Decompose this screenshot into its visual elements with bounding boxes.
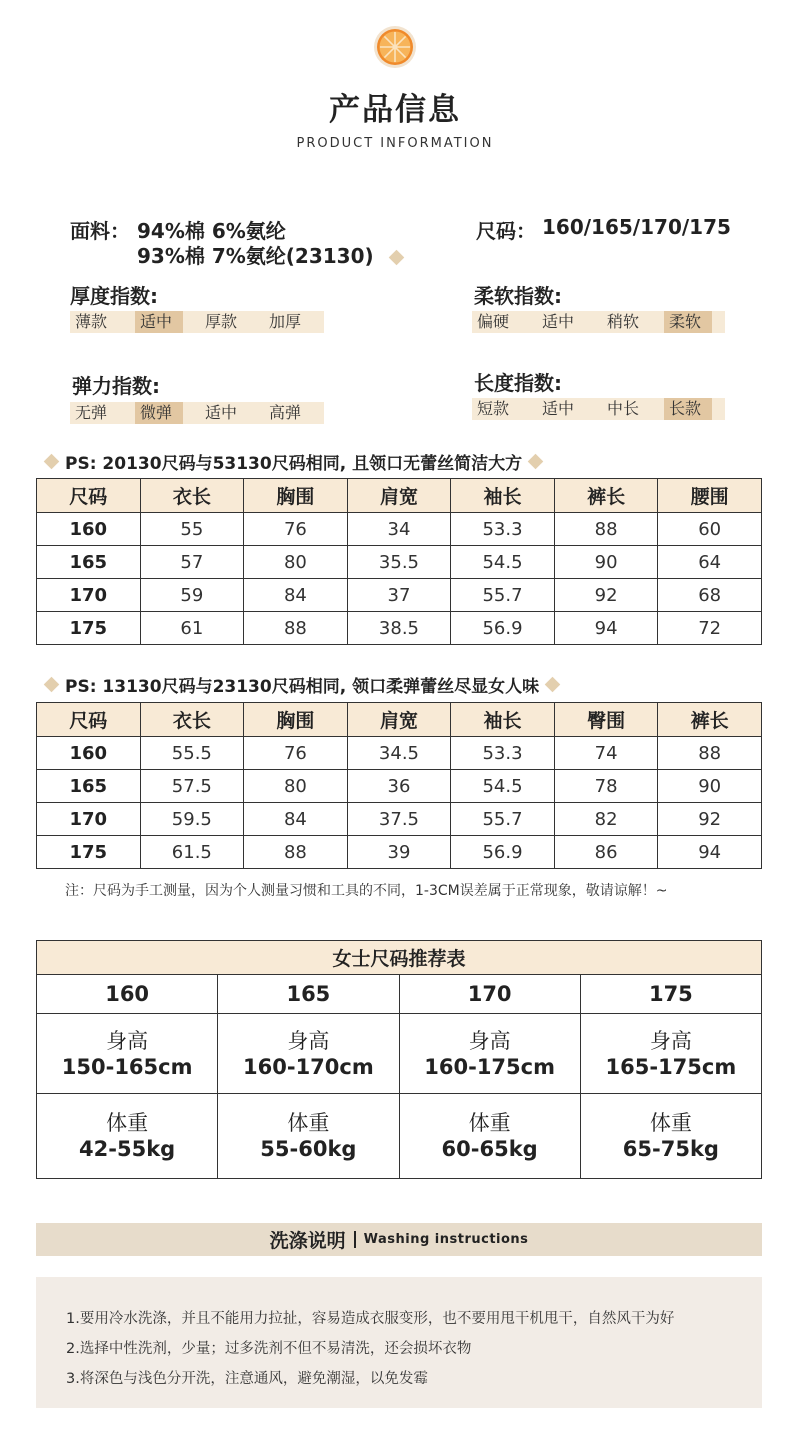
fabric-line1: 94%棉 6%氨纶 (137, 219, 286, 243)
table-cell: 165 (37, 546, 141, 579)
table-header-row (37, 703, 762, 737)
table-cell: 57 (140, 546, 244, 579)
height-value: 160-175cm (424, 1054, 555, 1079)
table-cell: 92 (658, 803, 762, 836)
washing-title: 洗涤说明 (269, 1230, 346, 1252)
table-cell: 88 (244, 836, 348, 869)
table-cell: 94 (658, 836, 762, 869)
washing-item: 2.选择中性洗剂，少量；过多洗剂不但不易清洗，还会损坏衣物 (66, 1341, 472, 1357)
table-row (37, 546, 762, 579)
orange-slice-logo-icon (373, 25, 417, 69)
height-label: 身高 (468, 1028, 511, 1053)
table-cell: 64 (658, 546, 762, 579)
height-label: 身高 (287, 1028, 330, 1053)
elasticity-label: 弹力指数: (72, 374, 160, 398)
table-cell: 53.3 (451, 513, 555, 546)
height-value: 150-165cm (61, 1054, 193, 1079)
washing-item: 1.要用冷水洗涤，并且不能用力拉扯，容易造成衣服变形，也不要用甩干机甩干，自然风干为好 (66, 1311, 675, 1327)
elasticity-option: 无弹 (75, 403, 108, 422)
table-cell: 92 (554, 579, 658, 612)
softness-option: 柔软 (664, 311, 712, 333)
table-cell: 175 (37, 836, 141, 869)
weight-value: 65-75kg (622, 1137, 719, 1161)
weight-cell (580, 1094, 761, 1179)
fabric-line2: 93%棉 7%氨纶(23130) (137, 240, 402, 269)
table-header-cell: 胸围 (244, 479, 348, 513)
table-header-cell: 衣长 (140, 703, 244, 737)
table-cell: 82 (554, 803, 658, 836)
table-cell: 56.9 (451, 836, 555, 869)
table-header-cell: 腰围 (658, 479, 762, 513)
length-option: 适中 (542, 399, 575, 418)
table-header-cell: 尺码 (37, 479, 141, 513)
diamond-icon (44, 454, 60, 470)
table-cell: 84 (244, 803, 348, 836)
table-cell: 56.9 (451, 612, 555, 645)
table-row (37, 579, 762, 612)
sizes-value: 160/165/170/175 (542, 215, 731, 239)
thickness-option: 适中 (135, 311, 183, 333)
table1-note: PS: 20130尺码与53130尺码相同, 且领口无蕾丝简洁大方 (46, 449, 541, 474)
softness-label: 柔软指数: (474, 284, 562, 308)
table-row (37, 770, 762, 803)
weight-label: 体重 (106, 1111, 149, 1135)
table-header-cell: 袖长 (451, 479, 555, 513)
diamond-icon (528, 454, 544, 470)
height-value: 160-170cm (243, 1054, 374, 1079)
table-cell: 86 (554, 836, 658, 869)
table-cell: 38.5 (347, 612, 451, 645)
recommend-size: 170 (399, 975, 580, 1014)
recommendation-title: 女士尺码推荐表 (37, 941, 762, 975)
diamond-icon (388, 250, 404, 266)
size-table-2 (36, 702, 762, 869)
table-cell: 55.7 (451, 579, 555, 612)
recommend-size: 175 (580, 975, 761, 1014)
weight-label: 体重 (649, 1111, 692, 1135)
height-value: 165-175cm (605, 1054, 737, 1079)
table-cell: 170 (37, 803, 141, 836)
table-cell: 76 (244, 513, 348, 546)
table-header-row (37, 479, 762, 513)
table-row (37, 836, 762, 869)
weight-value: 55-60kg (260, 1137, 357, 1161)
washing-instructions (36, 1277, 762, 1408)
table-cell: 37 (347, 579, 451, 612)
table-cell: 84 (244, 579, 348, 612)
weight-cell (399, 1094, 580, 1179)
table-cell: 80 (244, 770, 348, 803)
table-header-cell: 衣长 (140, 479, 244, 513)
table-cell: 88 (554, 513, 658, 546)
table-cell: 72 (658, 612, 762, 645)
table-cell: 68 (658, 579, 762, 612)
length-option: 短款 (477, 399, 510, 418)
thickness-scale (70, 311, 324, 333)
table-header-cell: 裤长 (658, 703, 762, 737)
table-cell: 78 (554, 770, 658, 803)
softness-option: 适中 (542, 312, 575, 331)
elasticity-option: 适中 (205, 403, 238, 422)
table-cell: 55 (140, 513, 244, 546)
measurement-note: 注：尺码为手工测量，因为个人测量习惯和工具的不同，1-3CM误差属于正常现象，敬请谅解！~ (65, 883, 668, 899)
table-cell: 90 (658, 770, 762, 803)
height-cell (218, 1014, 399, 1094)
thickness-option: 薄款 (75, 312, 108, 331)
weight-value: 42-55kg (79, 1137, 176, 1161)
table-cell: 61.5 (140, 836, 244, 869)
table-header-cell: 尺码 (37, 703, 141, 737)
length-label: 长度指数: (474, 371, 562, 395)
weight-label: 体重 (468, 1111, 511, 1135)
table-cell: 80 (244, 546, 348, 579)
size-table-1 (36, 478, 762, 645)
length-option: 长款 (664, 398, 712, 420)
recommend-size: 160 (37, 975, 218, 1014)
table-header-cell: 胸围 (244, 703, 348, 737)
elasticity-scale (70, 402, 324, 424)
height-label: 身高 (649, 1028, 692, 1053)
weight-value: 60-65kg (441, 1137, 538, 1161)
softness-option: 稍软 (607, 312, 640, 331)
table-cell: 59 (140, 579, 244, 612)
table-row (37, 612, 762, 645)
weight-cell (218, 1094, 399, 1179)
thickness-label: 厚度指数: (70, 284, 158, 308)
table-cell: 160 (37, 513, 141, 546)
divider (354, 1231, 356, 1248)
weight-label: 体重 (287, 1111, 330, 1135)
table-row (37, 737, 762, 770)
table-row (37, 513, 762, 546)
table-cell: 39 (347, 836, 451, 869)
table-header-cell: 袖长 (451, 703, 555, 737)
recommend-size: 165 (218, 975, 399, 1014)
table-cell: 61 (140, 612, 244, 645)
table-cell: 160 (37, 737, 141, 770)
table-cell: 175 (37, 612, 141, 645)
table-cell: 74 (554, 737, 658, 770)
table-cell: 88 (244, 612, 348, 645)
table-cell: 59.5 (140, 803, 244, 836)
table-header-cell: 臀围 (554, 703, 658, 737)
fabric-label: 面料： (70, 219, 130, 243)
height-label: 身高 (106, 1028, 149, 1053)
thickness-option: 加厚 (269, 312, 302, 331)
table-cell: 36 (347, 770, 451, 803)
table-cell: 53.3 (451, 737, 555, 770)
size-recommendation-table (36, 940, 762, 1179)
washing-title-en: Washing instructions (363, 1232, 529, 1247)
table-cell: 34 (347, 513, 451, 546)
length-scale (472, 398, 725, 420)
page-title: 产品信息 (329, 92, 461, 128)
weight-cell (37, 1094, 218, 1179)
page-subtitle: PRODUCT INFORMATION (296, 136, 494, 151)
table-cell: 55.7 (451, 803, 555, 836)
table-cell: 57.5 (140, 770, 244, 803)
softness-option: 偏硬 (477, 312, 510, 331)
table-header-cell: 肩宽 (347, 479, 451, 513)
table-cell: 76 (244, 737, 348, 770)
softness-scale (472, 311, 725, 333)
table-cell: 60 (658, 513, 762, 546)
table-cell: 35.5 (347, 546, 451, 579)
height-cell (399, 1014, 580, 1094)
diamond-icon (545, 677, 561, 693)
height-cell (580, 1014, 761, 1094)
table-header-cell: 裤长 (554, 479, 658, 513)
table-cell: 94 (554, 612, 658, 645)
washing-item: 3.将深色与浅色分开洗，注意通风，避免潮湿，以免发霉 (66, 1371, 428, 1387)
table-row (37, 803, 762, 836)
table-cell: 88 (658, 737, 762, 770)
table-cell: 165 (37, 770, 141, 803)
washing-header (36, 1223, 762, 1256)
table-cell: 90 (554, 546, 658, 579)
diamond-icon (44, 677, 60, 693)
length-option: 中长 (607, 399, 640, 418)
sizes-label: 尺码： (476, 219, 536, 243)
height-cell (37, 1014, 218, 1094)
table-cell: 34.5 (347, 737, 451, 770)
table-cell: 170 (37, 579, 141, 612)
table-cell: 54.5 (451, 546, 555, 579)
thickness-option: 厚款 (205, 312, 238, 331)
table-cell: 55.5 (140, 737, 244, 770)
elasticity-option: 微弹 (135, 402, 183, 424)
table-cell: 37.5 (347, 803, 451, 836)
table-cell: 54.5 (451, 770, 555, 803)
table2-note: PS: 13130尺码与23130尺码相同, 领口柔弹蕾丝尽显女人味 (46, 672, 558, 697)
table-header-cell: 肩宽 (347, 703, 451, 737)
elasticity-option: 高弹 (269, 403, 302, 422)
